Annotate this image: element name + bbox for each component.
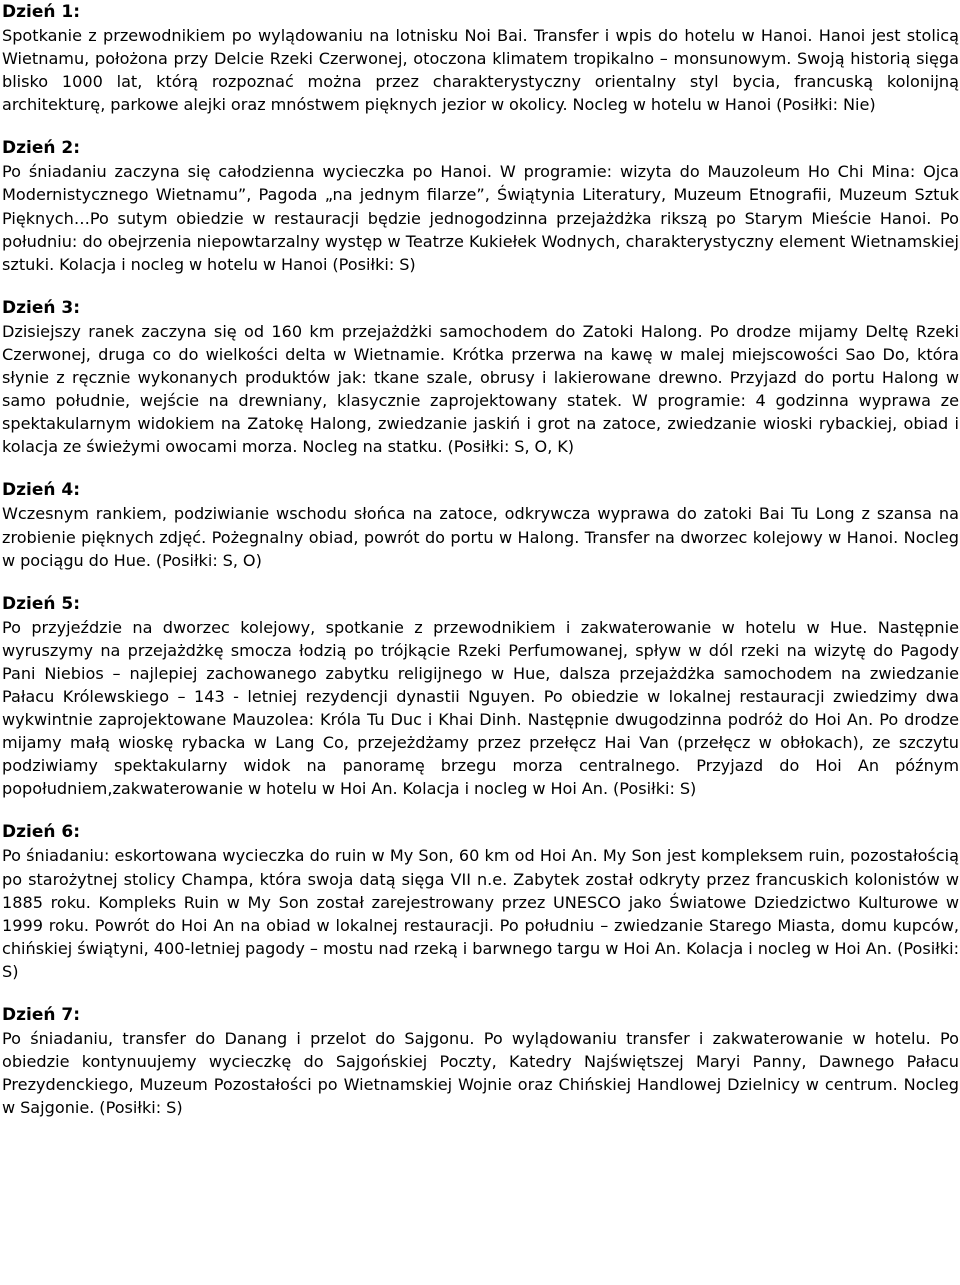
- day-6-section: [2, 820, 959, 983]
- day-4-heading: Dzień 4:: [2, 480, 81, 501]
- day-1-section: [2, 0, 959, 116]
- day-5-section: [2, 592, 959, 801]
- day-2-section: [2, 136, 959, 275]
- day-5-description: Po przyjeździe na dworzec kolejowy, spotkanie z przewodnikiem i zakwaterowanie w hotelu w Hue. Następnie wyruszymy na przejażdżkę smocza łodzią po trójkącie Rzeki Perfumowanej, spływ w dól rzeki na wizytę do Pagody Pani Niebios – najlepiej zachowanego zabytku religijnego w Hue, dalsza przejażdżka samochodem na zwiedzanie Pałacu Królewskiego – 143 - letniej rezydencji dynastii Nguyen. Po obiedzie w lokalnej restauracji zwiedzimy dwa wykwintnie zaprojektowane Mauzolea: Króla Tu Duc i Khai Dinh. Następnie dwugodzinna podróż do Hoi An. Po drodze mijamy małą wioskę rybacka w Lang Co, przejeżdżamy przez przełęcz Hai Van (przełęcz w obłokach), ze szczytu podziwiamy spektakularny widok na panoramę brzegu morza centralnego. Przyjazd do Hoi An późnym popołudniem,zakwaterowanie w hotelu w Hoi An. Kolacja i nocleg w Hoi An. (Posiłki: S): [2, 617, 959, 799]
- day-7-section: [2, 1003, 959, 1119]
- day-7-description: Po śniadaniu, transfer do Danang i przelot do Sajgonu. Po wylądowaniu transfer i zakwaterowanie w hotelu. Po obiedzie kontynuujemy wycieczkę do Sajgońskiej Poczty, Katedry Najświętszej Maryi Panny, Dawnego Pałacu Prezydenckiego, Muzeum Pozostałości po Wietnamskiej Wojnie oraz Chińskiej Handlowej Dzielnicy w centrum. Nocleg w Sajgonie. (Posiłki: S): [2, 1029, 959, 1118]
- day-4-description: Wczesnym rankiem, podziwianie wschodu słońca na zatoce, odkrywcza wyprawa do zatoki Bai Tu Long z szansa na zrobienie pięknych zdjęć. Pożegnalny obiad, powrót do portu w Halong. Transfer na dworzec kolejowy w Hanoi. Nocleg w pociągu do Hue. (Posiłki: S, O): [2, 504, 959, 570]
- day-1-description: Spotkanie z przewodnikiem po wylądowaniu na lotnisku Noi Bai. Transfer i wpis do hotelu w Hanoi. Hanoi jest stolicą Wietnamu, położona przy Delcie Rzeki Czerwonej, otoczona klimatem tropikalno – monsunowym. Swoją historią sięga blisko 1000 lat, którą rozpoznać można przez charakterystyczny orientalny styl bycia, francuską kolonijną architekturę, parkowe alejki oraz mnóstwem pięknych jezior w okolicy. Nocleg w hotelu w Hanoi (Posiłki: Nie): [2, 26, 959, 115]
- day-6-heading: Dzień 6:: [2, 822, 81, 843]
- day-3-heading: Dzień 3:: [2, 297, 81, 318]
- day-6-description: Po śniadaniu: eskortowana wycieczka do ruin w My Son, 60 km od Hoi An. My Son jest kompleksem ruin, pozostałością po starożytnej stolicy Champa, która swoja datą sięga VII n.e. Zabytek został odkryty przez francuskich kolonistów w 1885 roku. Kompleks Ruin w My Son został zarejestrowany przez UNESCO jako Światowe Dziedzictwo Kulturowe w 1999 roku. Powrót do Hoi An na obiad w lokalnej restauracji. Po południu – zwiedzanie Starego Miasta, domu kupców, chińskiej świątyni, 400-letniej pagody – mostu nad rzeką i barwnego targu w Hoi An. Kolacja i nocleg w Hoi An. (Posiłki: S): [2, 846, 959, 981]
- day-7-heading: Dzień 7:: [2, 1005, 81, 1025]
- day-3-description: Dzisiejszy ranek zaczyna się od 160 km przejażdżki samochodem do Zatoki Halong. Po drodze mijamy Deltę Rzeki Czerwonej, druga co do wielkości delta w Wietnamie. Krótka przerwa na kawę w malej miejscowości Sao Do, która słynie z ręcznie wykonanych produktów jak: tkane szale, obrusy i lakierowane drewno. Przyjazd do portu Halong w samo południe, wejście na drewniany, klasycznie zaprojektowany statek. W programie: 4 godzinna wyprawa ze spektakularnym widokiem na Zatokę Halong, zwiedzanie jaskiń i grot na zatoce, zwiedzanie wioski rybackiej, obiad i kolacja ze świeżymi owocami morza. Nocleg na statku. (Posiłki: S, O, K): [2, 321, 959, 457]
- day-4-section: [2, 478, 959, 571]
- itinerary-document: [2, 0, 959, 1139]
- day-3-section: [2, 296, 959, 459]
- day-2-description: Po śniadaniu zaczyna się całodzienna wycieczka po Hanoi. W programie: wizyta do Mauzoleum Ho Chi Mina: Ojca Modernistycznego Wietnamu”, Pagoda „na jednym filarze”, Świątynia Literatury, Muzeum Etnografii, Muzeum Sztuk Pięknych…Po sutym obiedzie w restauracji będzie jednogodzinna przejażdżka rikszą po Starym Mieście Hanoi. Po południu: do obejrzenia niepowtarzalny występ w Teatrze Kukiełek Wodnych, charakterystyczny element Wietnamskiej sztuki. Kolacja i nocleg w hotelu w Hanoi (Posiłki: S): [2, 162, 959, 274]
- day-2-heading: Dzień 2:: [2, 138, 81, 159]
- day-5-heading: Dzień 5:: [2, 593, 81, 614]
- day-1-heading: Dzień 1:: [2, 2, 81, 22]
